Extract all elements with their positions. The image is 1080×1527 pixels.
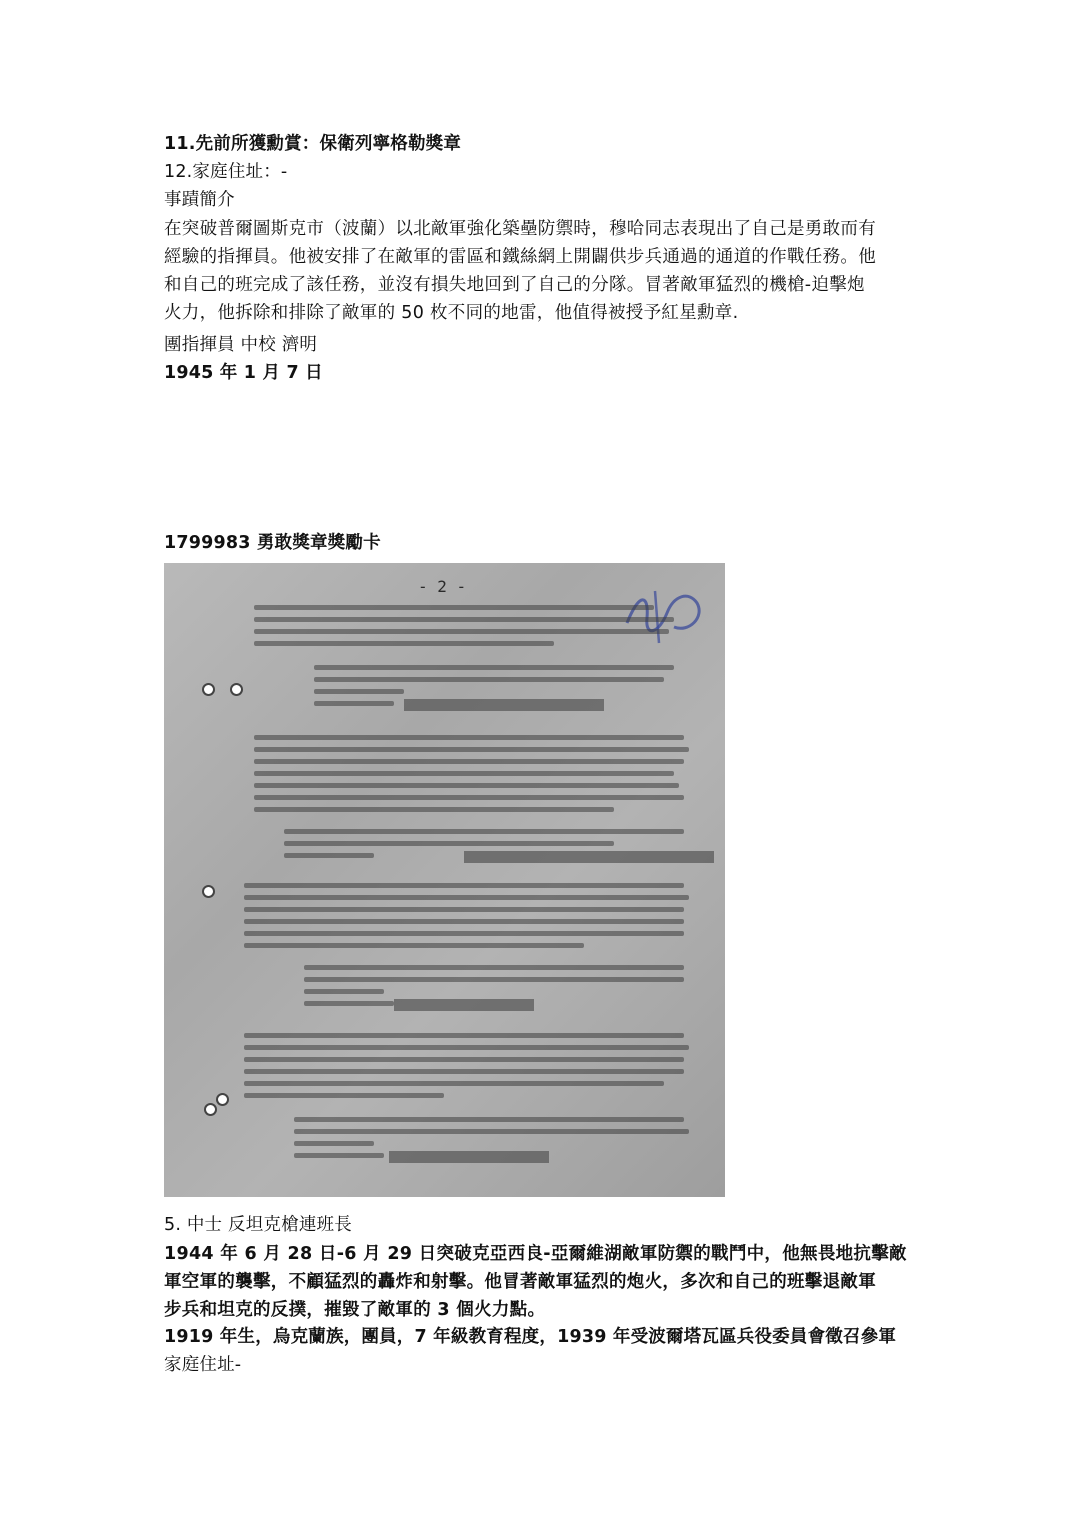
- scan-text-line: [254, 735, 684, 740]
- scan-text-line: [244, 883, 684, 888]
- redaction-block: [404, 699, 604, 711]
- redaction-block: [464, 851, 714, 863]
- scan-text-line: [284, 853, 374, 858]
- section-5-line: 1944 年 6 月 28 日-6 月 29 日突破克亞西良-亞爾維湖敵軍防禦的戰鬥中，他無畏地抗擊敵: [164, 1244, 907, 1264]
- scan-text-line: [304, 989, 384, 994]
- home-address-line: [164, 159, 287, 186]
- scan-text-line: [314, 689, 404, 694]
- scan-text-line: [244, 895, 689, 900]
- scan-text-line: [294, 1153, 384, 1158]
- award-previous-text: 11.先前所獲勳賞：保衛列寧格勒獎章: [164, 134, 462, 154]
- punch-hole: [202, 885, 215, 898]
- scan-text-line: [294, 1141, 374, 1146]
- bio-line: [164, 1324, 896, 1351]
- summary-line: 經驗的指揮員。他被安排了在敵軍的雷區和鐵絲網上開闢供步兵通過的通道的作戰任務。他: [164, 247, 876, 267]
- signer-line: [164, 332, 317, 359]
- punch-hole: [202, 683, 215, 696]
- scanned-document-image: [164, 563, 725, 1197]
- scan-text-line: [244, 931, 684, 936]
- scan-text-line: [304, 1001, 394, 1006]
- scan-text-line: [244, 1069, 684, 1074]
- scan-text-line: [304, 977, 684, 982]
- punch-hole: [230, 683, 243, 696]
- scan-text-line: [314, 665, 674, 670]
- scan-text-line: [284, 841, 614, 846]
- scan-text-line: [244, 1081, 664, 1086]
- scan-text-line: [244, 1033, 684, 1038]
- summary-line: 在突破普爾圖斯克市（波蘭）以北敵軍強化築壘防禦時，穆哈同志表現出了自己是勇敢而有: [164, 219, 876, 239]
- scan-text-line: [284, 829, 684, 834]
- scan-text-line: [244, 907, 684, 912]
- signer-text: 團指揮員 中校 濟明: [164, 335, 318, 355]
- section-5-heading-text: 5. 中士 反坦克槍連班長: [164, 1215, 352, 1235]
- award-card-title: [164, 530, 381, 557]
- scan-text-line: [254, 629, 669, 634]
- punch-hole: [204, 1103, 217, 1116]
- scan-text-line: [244, 1093, 444, 1098]
- scan-text-line: [244, 1045, 689, 1050]
- scan-text-line: [254, 641, 554, 646]
- scan-text-line: [294, 1129, 689, 1134]
- scan-text-line: [314, 677, 664, 682]
- scan-text-line: [314, 701, 394, 706]
- scan-text-line: [254, 617, 674, 622]
- scan-text-line: [244, 919, 684, 924]
- scan-text-line: [254, 807, 614, 812]
- scan-text-line: [254, 747, 689, 752]
- date-line: [164, 360, 323, 387]
- redaction-block: [394, 999, 534, 1011]
- address-line: [164, 1352, 241, 1379]
- scan-text-line: [254, 759, 684, 764]
- summary-paragraph: [164, 215, 924, 327]
- award-card-title-text: 1799983 勇敢獎章獎勵卡: [164, 533, 381, 553]
- summary-line: 火力，他拆除和排除了敵軍的 50 枚不同的地雷，他值得被授予紅星勳章.: [164, 303, 739, 323]
- scan-text-line: [304, 965, 684, 970]
- section-5-paragraph: [164, 1240, 924, 1324]
- bio-text: 1919 年生，烏克蘭族，團員，7 年級教育程度，1939 年受波爾塔瓦區兵役委員會徵召參軍: [164, 1327, 897, 1347]
- scan-text-line: [254, 605, 654, 610]
- scan-text-line: [254, 783, 679, 788]
- scan-text-line: [254, 771, 674, 776]
- punch-hole: [216, 1093, 229, 1106]
- award-previous-line: [164, 131, 461, 158]
- scan-text-line: [244, 943, 584, 948]
- section-5-line: 步兵和坦克的反撲，摧毀了敵軍的 3 個火力點。: [164, 1300, 546, 1320]
- redaction-block: [389, 1151, 549, 1163]
- summary-heading-text: 事蹟簡介: [164, 190, 235, 210]
- summary-heading: [164, 187, 235, 214]
- scan-text-line: [254, 795, 684, 800]
- section-5-line: 軍空軍的襲擊，不顧猛烈的轟炸和射擊。他冒著敵軍猛烈的炮火，多次和自己的班擊退敵軍: [164, 1272, 876, 1292]
- scan-text-line: [294, 1117, 684, 1122]
- section-5-heading: [164, 1212, 352, 1239]
- scan-page-number: - 2 -: [418, 577, 467, 596]
- address-text: 家庭住址-: [164, 1355, 242, 1375]
- home-address-text: 12.家庭住址：-: [164, 162, 288, 182]
- date-text: 1945 年 1 月 7 日: [164, 363, 323, 383]
- summary-line: 和自己的班完成了該任務，並沒有損失地回到了自己的分隊。冒著敵軍猛烈的機槍-迫擊炮: [164, 275, 865, 295]
- scan-text-line: [244, 1057, 684, 1062]
